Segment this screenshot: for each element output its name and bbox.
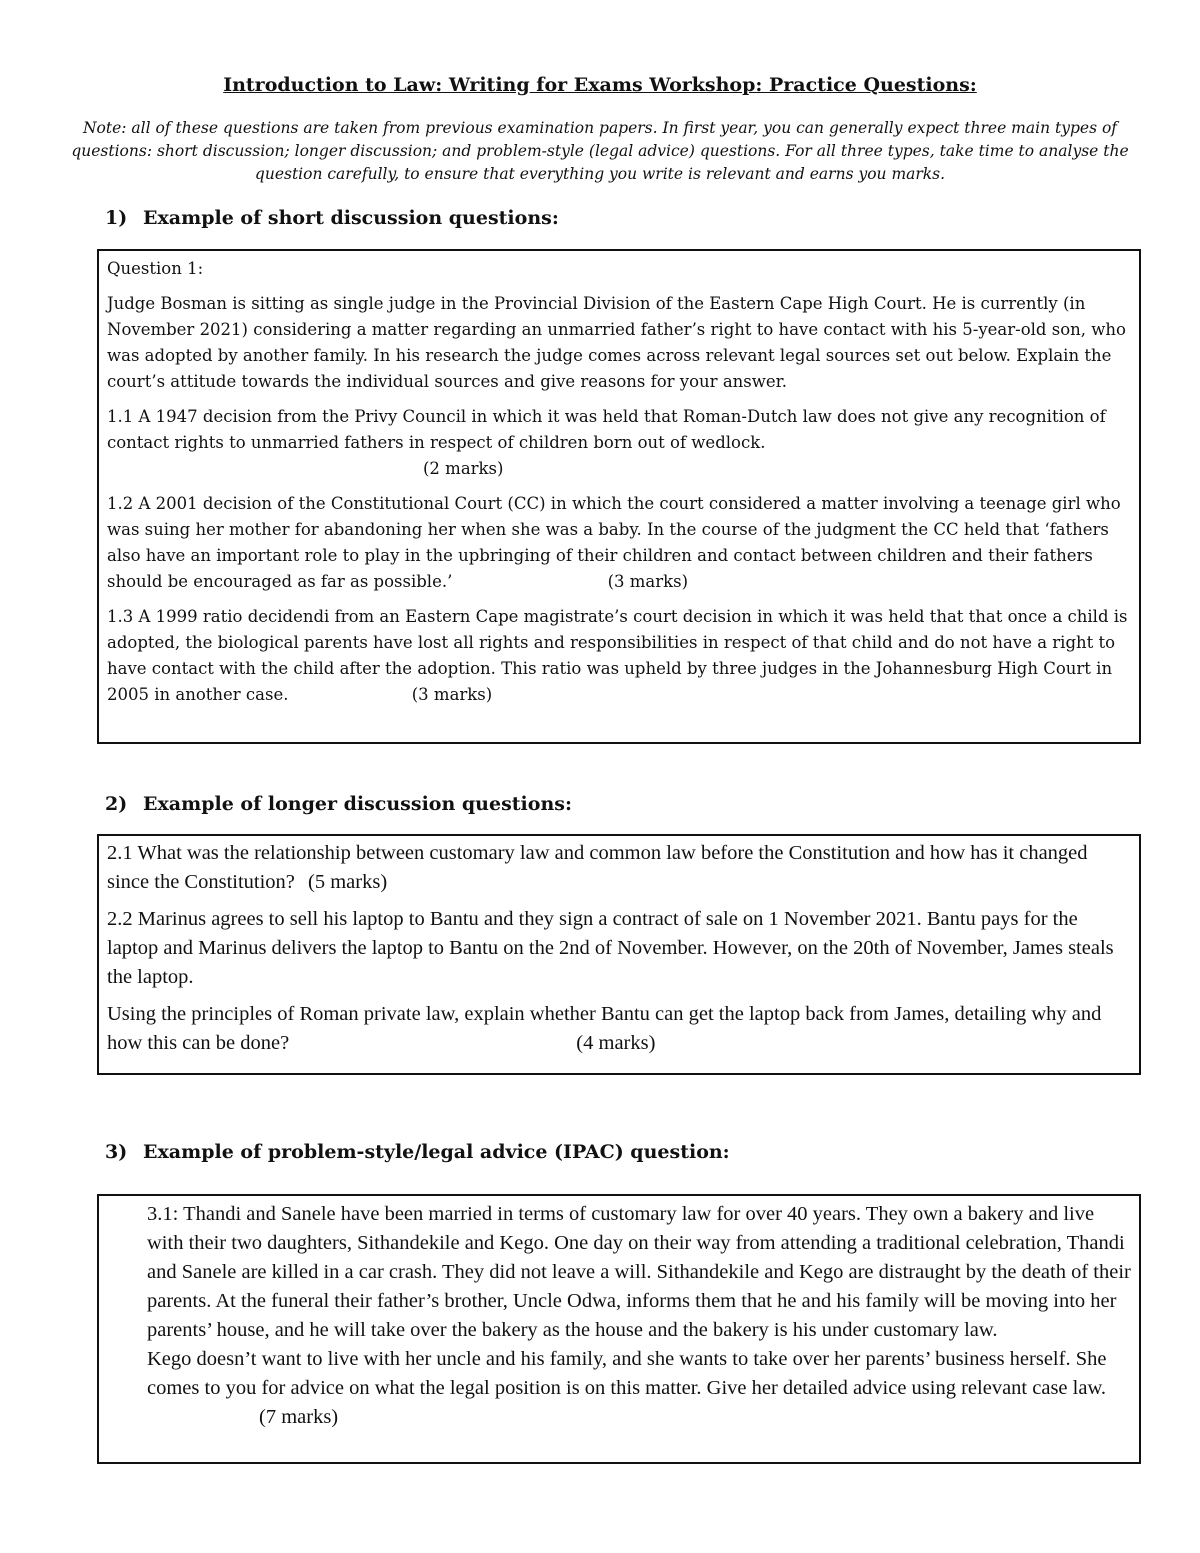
question-item-3-1-continued xyxy=(147,1345,1131,1432)
marks-label: (3 marks) xyxy=(607,572,689,591)
question-item-2-2: 2.2 Marinus agrees to sell his laptop to Bantu and they sign a contract of sale on 1 November 2021. Bantu pays for the laptop and Marinus delivers the laptop to Bantu on the 2nd of November. However, on the 20th of November, James steals the laptop. xyxy=(107,908,1114,988)
question-3-box xyxy=(97,1194,1141,1464)
question-2-box xyxy=(97,834,1141,1075)
section-title: Example of short discussion questions: xyxy=(143,207,559,229)
section-2-heading xyxy=(105,793,572,815)
section-number: 1) xyxy=(105,207,128,229)
item-text: 1.3 A 1999 ratio decidendi from an Eastern Cape magistrate’s court decision in which it was held that that once a child is adopted, the biological parents have lost all rights and responsibilities in respect of that child and do not have a right to have contact with the child after the adoption. This ratio was upheld by three judges in the Johannesburg High Court in 2005 in another case. xyxy=(107,607,1128,704)
question-item-1-3 xyxy=(107,604,1131,708)
question-item-2-1 xyxy=(107,839,1131,897)
question-item-1-1: 1.1 A 1947 decision from the Privy Council in which it was held that Roman-Dutch law does not give any recognition of contact rights to unmarried fathers in respect of children born out of wedlock. xyxy=(107,407,1106,452)
item-text: Kego doesn’t want to live with her uncle and his family, and she wants to take over her parents’ business herself. She comes to you for advice on what the legal position is on this matter. Give her detailed advice using relevant case law. xyxy=(147,1348,1107,1399)
marks-label: (7 marks) xyxy=(259,1406,339,1428)
question-intro: Judge Bosman is sitting as single judge in the Provincial Division of the Eastern Cape High Court. He is currently (in November 2021) considering a matter regarding an unmarried father’s right to have contact with his 5-year-old son, who was adopted by another family. In his research the judge comes across relevant legal sources set out below. Explain the court’s attitude towards the individual sources and give reasons for your answer. xyxy=(107,294,1126,391)
instructions-note: Note: all of these questions are taken from previous examination papers. In first year, you can generally expect three main types of questions: short discussion; longer discussion; and problem-style (legal advice) questions. For all three types, take time to analyse the question carefully, to ensure that everything you write is relevant and earns you marks. xyxy=(71,119,1129,183)
question-label: Question 1: xyxy=(107,259,204,278)
section-1-heading xyxy=(105,207,559,229)
marks-label: (2 marks) xyxy=(423,459,504,478)
item-text: 2.1 What was the relationship between customary law and common law before the Constitution and how has it changed since the Constitution? xyxy=(107,842,1088,893)
section-title: Example of problem-style/legal advice (IPAC) question: xyxy=(143,1141,730,1163)
marks-label: (3 marks) xyxy=(411,685,493,704)
question-item-3-1: 3.1: Thandi and Sanele have been married in terms of customary law for over 40 years. They own a bakery and live with their two daughters, Sithandekile and Kego. One day on their way from attending a traditional celebration, Thandi and Sanele are killed in a car crash. They did not leave a will. Sithandekile and Kego are distraught by the death of their parents. At the funeral their father’s brother, Uncle Odwa, informs them that he and his family will be moving into her parents’ house, and he will take over the bakery as the house and the bakery is his under customary law. xyxy=(147,1203,1131,1341)
question-item-1-2 xyxy=(107,491,1131,595)
section-title: Example of longer discussion questions: xyxy=(143,793,572,815)
section-number: 3) xyxy=(105,1141,128,1163)
section-3-heading xyxy=(105,1141,730,1163)
question-1-box xyxy=(97,249,1141,744)
page-title: Introduction to Law: Writing for Exams Workshop: Practice Questions: xyxy=(223,74,977,96)
item-text: Using the principles of Roman private law, explain whether Bantu can get the laptop back from James, detailing why and how this can be done? xyxy=(107,1003,1102,1054)
section-number: 2) xyxy=(105,793,128,815)
marks-label: (5 marks) xyxy=(308,871,388,893)
question-item-2-2-instruction xyxy=(107,1000,1131,1058)
item-text: 1.2 A 2001 decision of the Constitutional Court (CC) in which the court considered a matter involving a teenage girl who was suing her mother for abandoning her when she was a baby. In the course of the judgment the CC held that ‘fathers also have an important role to play in the upbringing of their children and contact between children and their fathers should be encouraged as far as possible.’ xyxy=(107,494,1121,591)
marks-label: (4 marks) xyxy=(576,1032,656,1054)
